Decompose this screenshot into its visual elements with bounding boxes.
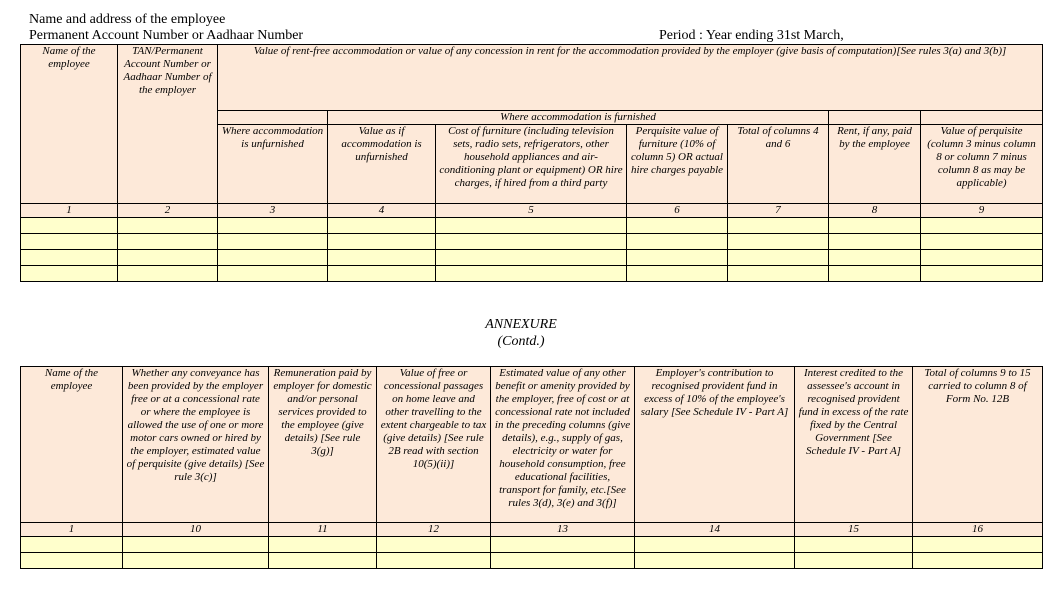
table-cell[interactable] [218,250,328,266]
table-cell[interactable] [218,218,328,234]
table-row [21,553,1043,569]
col-header-total-9-15: Total of columns 9 to 15 carried to column 8 of Form No. 12B [913,367,1043,523]
column-number: 2 [118,204,218,218]
table-row [21,250,1043,266]
table-cell[interactable] [328,234,436,250]
table-cell[interactable] [328,218,436,234]
table-cell[interactable] [118,250,218,266]
table-cell[interactable] [21,537,123,553]
table-row [21,234,1043,250]
column-number: 16 [913,523,1043,537]
spacer-cell [218,111,328,125]
col-header-total-4-6: Total of columns 4 and 6 [728,125,829,204]
table-cell[interactable] [921,266,1043,282]
column-number: 5 [436,204,627,218]
table-cell[interactable] [118,234,218,250]
table-cell[interactable] [728,266,829,282]
table-cell[interactable] [921,250,1043,266]
table-cell[interactable] [21,250,118,266]
col-header-furniture-cost: Cost of furniture (including television sets, radio sets, refrigerators, other household appliances and air-conditioning plant or equipment) OR hire charges, if hired from a third party [436,125,627,204]
column-number: 13 [491,523,635,537]
table-cell[interactable] [795,553,913,569]
employee-name-address-label: Name and address of the employee [29,12,226,27]
column-number: 4 [328,204,436,218]
col-header-perquisite-value: Value of perquisite (column 3 minus column 8 or column 7 minus column 8 as may be applicable) [921,125,1043,204]
column-number: 11 [269,523,377,537]
table-cell[interactable] [328,266,436,282]
column-number: 6 [627,204,728,218]
table-cell[interactable] [627,218,728,234]
column-number: 8 [829,204,921,218]
perquisite-table [20,44,1043,282]
table-cell[interactable] [491,537,635,553]
col-header-unfurnished: Where accommodation is unfurnished [218,125,328,204]
col-header-conveyance: Whether any conveyance has been provided by the employer free or at a concessional rate or where the employee is allowed the use of one or more motor cars owned or hired by the employer, estimated value of perquisite (give details) [See rule 3(c)] [123,367,269,523]
table-cell[interactable] [635,553,795,569]
col-header-rent-free-value: Value of rent-free accommodation or value of any concession in rent for the accommodation provided by the employer (give basis of computation)[See rules 3(a) and 3(b)] [218,45,1043,111]
furnished-group-header: Where accommodation is furnished [328,111,829,125]
col-header-passages: Value of free or concessional passages on home leave and other travelling to the extent chargeable to tax (give details) [See rule 2B read with section 10(5)(ii)] [377,367,491,523]
table-row [21,537,1043,553]
column-number: 15 [795,523,913,537]
col-header-interest-credited: Interest credited to the assessee's account in recognised provident fund in excess of the rate fixed by the Central Government [See Schedule IV - Part A] [795,367,913,523]
spacer-cell [921,111,1043,125]
table-cell[interactable] [913,553,1043,569]
table-cell[interactable] [436,266,627,282]
col-header-other-benefit: Estimated value of any other benefit or amenity provided by the employer, free of cost or at concessional rate not included in the preceding columns (give details), e.g., supply of gas, electricity or water for household consumption, free educational facilities, transport for family, etc.[See rules 3(d), 3(e) and 3(f)] [491,367,635,523]
spacer-cell [829,111,921,125]
table-cell[interactable] [436,234,627,250]
table-cell[interactable] [829,266,921,282]
table-cell[interactable] [21,234,118,250]
table-cell[interactable] [436,250,627,266]
table-row [21,266,1043,282]
column-number: 1 [21,204,118,218]
col-header-remuneration: Remuneration paid by employer for domestic and/or personal services provided to the employee (give details) [See rule 3(g)] [269,367,377,523]
col-header-rent-paid: Rent, if any, paid by the employee [829,125,921,204]
col-header-furniture-perquisite: Perquisite value of furniture (10% of column 5) OR actual hire charges payable [627,125,728,204]
table-cell[interactable] [377,553,491,569]
column-number: 1 [21,523,123,537]
table-cell[interactable] [728,250,829,266]
other-perquisites-table [20,366,1043,569]
table-cell[interactable] [627,266,728,282]
table-cell[interactable] [627,250,728,266]
table-cell[interactable] [913,537,1043,553]
column-number: 10 [123,523,269,537]
table-cell[interactable] [123,553,269,569]
table-cell[interactable] [627,234,728,250]
table-cell[interactable] [328,250,436,266]
table-cell[interactable] [123,537,269,553]
table-cell[interactable] [118,266,218,282]
column-number: 7 [728,204,829,218]
column-number: 12 [377,523,491,537]
annexure-subtitle: (Contd.) [497,334,545,349]
table-cell[interactable] [218,234,328,250]
table-cell[interactable] [21,266,118,282]
table-cell[interactable] [795,537,913,553]
column-number: 3 [218,204,328,218]
col-header-name: Name of the employee [21,367,123,523]
table-cell[interactable] [269,537,377,553]
col-header-tan: TAN/Permanent Account Number or Aadhaar Number of the employer [118,45,218,204]
table-row [21,218,1043,234]
table-cell[interactable] [21,218,118,234]
table-cell[interactable] [728,218,829,234]
column-number: 14 [635,523,795,537]
table-cell[interactable] [436,218,627,234]
table-cell[interactable] [377,537,491,553]
col-header-value-unfurnished: Value as if accommodation is unfurnished [328,125,436,204]
period-label: Period : Year ending 31st March, [659,28,844,43]
table-cell[interactable] [921,234,1043,250]
table-cell[interactable] [218,266,328,282]
table-cell[interactable] [728,234,829,250]
table-cell[interactable] [829,218,921,234]
table-cell[interactable] [269,553,377,569]
column-number: 9 [921,204,1043,218]
table-cell[interactable] [829,234,921,250]
table-cell[interactable] [635,537,795,553]
pan-aadhaar-label: Permanent Account Number or Aadhaar Number [29,28,304,43]
col-header-name: Name of the employee [21,45,118,204]
col-header-employer-contribution: Employer's contribution to recognised provident fund in excess of 10% of the employee's salary [See Schedule IV - Part A] [635,367,795,523]
table-cell[interactable] [118,218,218,234]
table-cell[interactable] [21,553,123,569]
table-cell[interactable] [921,218,1043,234]
annexure-title: ANNEXURE [485,317,557,332]
table-cell[interactable] [829,250,921,266]
table-cell[interactable] [491,553,635,569]
